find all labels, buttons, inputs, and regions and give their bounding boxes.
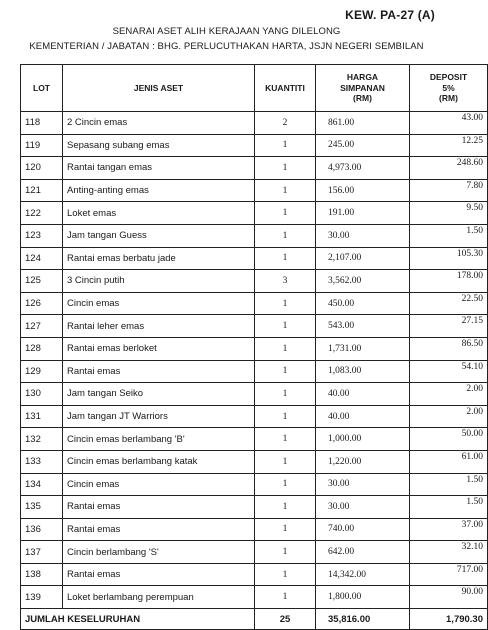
cell-quantity: 1 [255, 292, 316, 315]
cell-deposit: 7.80 [410, 179, 488, 202]
cell-asset-name: Rantai leher emas [63, 315, 255, 338]
cell-lot: 130 [21, 383, 63, 406]
cell-lot: 128 [21, 337, 63, 360]
cell-reserve-price: 40.00 [316, 405, 410, 428]
table-row [21, 586, 488, 609]
cell-deposit: 86.50 [410, 337, 488, 360]
header-name: JENIS ASET [63, 65, 255, 112]
cell-asset-name: Jam tangan JT Warriors [63, 405, 255, 428]
cell-deposit: 50.00 [410, 428, 488, 451]
cell-reserve-price: 3,562.00 [316, 270, 410, 293]
cell-asset-name: Jam tangan Seiko [63, 383, 255, 406]
cell-asset-name: Rantai emas berbatu jade [63, 247, 255, 270]
cell-quantity: 1 [255, 202, 316, 225]
cell-asset-name: Rantai emas [63, 496, 255, 519]
header-lot: LOT [21, 65, 63, 112]
cell-deposit: 1.50 [410, 496, 488, 519]
cell-lot: 120 [21, 157, 63, 180]
cell-deposit: 12.25 [410, 134, 488, 157]
table-row [21, 134, 488, 157]
table-row [21, 292, 488, 315]
cell-asset-name: Rantai emas [63, 360, 255, 383]
table-row [21, 315, 488, 338]
table-row [21, 360, 488, 383]
cell-quantity: 1 [255, 247, 316, 270]
cell-lot: 127 [21, 315, 63, 338]
cell-quantity: 1 [255, 224, 316, 247]
cell-deposit: 22.50 [410, 292, 488, 315]
cell-quantity: 1 [255, 428, 316, 451]
cell-deposit: 9.50 [410, 202, 488, 225]
header-deposit-line2: 5% [442, 82, 455, 93]
table-row [21, 112, 488, 135]
cell-asset-name: Sepasang subang emas [63, 134, 255, 157]
cell-quantity: 1 [255, 383, 316, 406]
cell-quantity: 1 [255, 134, 316, 157]
cell-asset-name: Loket emas [63, 202, 255, 225]
cell-deposit: 178.00 [410, 270, 488, 293]
cell-reserve-price: 30.00 [316, 496, 410, 519]
table-row [21, 473, 488, 496]
cell-asset-name: Rantai emas berloket [63, 337, 255, 360]
table-row [21, 496, 488, 519]
cell-quantity: 1 [255, 563, 316, 586]
table-row [21, 405, 488, 428]
cell-lot: 133 [21, 450, 63, 473]
form-code: KEW. PA-27 (A) [345, 8, 435, 22]
header-deposit-line3: (RM) [439, 93, 458, 104]
document-subtitle: KEMENTERIAN / JABATAN : BHG. PERLUCUTHAKAN HARTA, JSJN NEGERI SEMBILAN [29, 41, 424, 52]
cell-lot: 134 [21, 473, 63, 496]
cell-asset-name: Cincin emas berlambang katak [63, 450, 255, 473]
header-price [316, 65, 410, 112]
cell-lot: 119 [21, 134, 63, 157]
cell-lot: 122 [21, 202, 63, 225]
header-price-line2: SIMPANAN [340, 82, 385, 93]
header-qty: KUANTITI [255, 65, 316, 112]
cell-lot: 135 [21, 496, 63, 519]
table-row [21, 428, 488, 451]
cell-quantity: 1 [255, 586, 316, 609]
cell-reserve-price: 40.00 [316, 383, 410, 406]
table-body [21, 112, 488, 609]
cell-reserve-price: 1,800.00 [316, 586, 410, 609]
cell-quantity: 1 [255, 541, 316, 564]
cell-asset-name: Rantai emas [63, 518, 255, 541]
cell-deposit: 27.15 [410, 315, 488, 338]
cell-reserve-price: 1,083.00 [316, 360, 410, 383]
cell-asset-name: Rantai tangan emas [63, 157, 255, 180]
cell-deposit: 1.50 [410, 473, 488, 496]
cell-reserve-price: 156.00 [316, 179, 410, 202]
cell-reserve-price: 245.00 [316, 134, 410, 157]
cell-lot: 139 [21, 586, 63, 609]
table-row [21, 224, 488, 247]
cell-lot: 129 [21, 360, 63, 383]
cell-lot: 121 [21, 179, 63, 202]
cell-asset-name: Rantai emas [63, 563, 255, 586]
cell-deposit: 43.00 [410, 112, 488, 135]
cell-reserve-price: 543.00 [316, 315, 410, 338]
cell-quantity: 1 [255, 360, 316, 383]
cell-asset-name: Cincin emas [63, 292, 255, 315]
cell-lot: 123 [21, 224, 63, 247]
cell-deposit: 90.00 [410, 586, 488, 609]
cell-lot: 131 [21, 405, 63, 428]
cell-quantity: 1 [255, 473, 316, 496]
header-deposit-line1: DEPOSIT [429, 72, 468, 83]
cell-reserve-price: 30.00 [316, 224, 410, 247]
table-row [21, 179, 488, 202]
table-row [21, 247, 488, 270]
table-row [21, 202, 488, 225]
cell-reserve-price: 191.00 [316, 202, 410, 225]
cell-reserve-price: 4,973.00 [316, 157, 410, 180]
cell-asset-name: Cincin emas [63, 473, 255, 496]
cell-lot: 137 [21, 541, 63, 564]
header-price-line3: (RM) [353, 93, 372, 104]
cell-quantity: 3 [255, 270, 316, 293]
cell-deposit: 2.00 [410, 383, 488, 406]
cell-deposit: 54.10 [410, 360, 488, 383]
table-row [21, 337, 488, 360]
total-label: JUMLAH KESELURUHAN [21, 609, 255, 630]
table-row [21, 541, 488, 564]
cell-deposit: 248.60 [410, 157, 488, 180]
asset-table [20, 64, 488, 630]
cell-reserve-price: 1,000.00 [316, 428, 410, 451]
total-qty: 25 [255, 609, 316, 630]
cell-asset-name: Jam tangan Guess [63, 224, 255, 247]
cell-lot: 125 [21, 270, 63, 293]
table-row [21, 270, 488, 293]
cell-quantity: 1 [255, 450, 316, 473]
cell-reserve-price: 1,220.00 [316, 450, 410, 473]
cell-quantity: 1 [255, 179, 316, 202]
cell-asset-name: 3 Cincin putih [63, 270, 255, 293]
cell-deposit: 37.00 [410, 518, 488, 541]
cell-quantity: 1 [255, 315, 316, 338]
table-row [21, 518, 488, 541]
cell-asset-name: Cincin emas berlambang 'B' [63, 428, 255, 451]
cell-reserve-price: 642.00 [316, 541, 410, 564]
cell-quantity: 1 [255, 337, 316, 360]
cell-reserve-price: 740.00 [316, 518, 410, 541]
header-price-line1: HARGA [346, 72, 379, 83]
cell-reserve-price: 1,731.00 [316, 337, 410, 360]
total-price: 35,816.00 [316, 609, 410, 630]
table-row [21, 157, 488, 180]
cell-quantity: 1 [255, 518, 316, 541]
cell-asset-name: Anting-anting emas [63, 179, 255, 202]
cell-reserve-price: 14,342.00 [316, 563, 410, 586]
cell-quantity: 2 [255, 112, 316, 135]
document-title: SENARAI ASET ALIH KERAJAAN YANG DILELONG [112, 26, 341, 37]
cell-deposit: 105.30 [410, 247, 488, 270]
cell-asset-name: Loket berlambang perempuan [63, 586, 255, 609]
table-row [21, 383, 488, 406]
cell-asset-name: Cincin berlambang 'S' [63, 541, 255, 564]
total-deposit: 1,790.30 [410, 609, 488, 630]
cell-asset-name: 2 Cincin emas [63, 112, 255, 135]
cell-deposit: 1.50 [410, 224, 488, 247]
total-row [21, 609, 488, 630]
cell-lot: 118 [21, 112, 63, 135]
cell-reserve-price: 30.00 [316, 473, 410, 496]
cell-deposit: 717.00 [410, 563, 488, 586]
cell-deposit: 32.10 [410, 541, 488, 564]
table-row [21, 563, 488, 586]
cell-lot: 126 [21, 292, 63, 315]
table-row [21, 450, 488, 473]
cell-lot: 124 [21, 247, 63, 270]
cell-lot: 132 [21, 428, 63, 451]
cell-reserve-price: 861.00 [316, 112, 410, 135]
cell-quantity: 1 [255, 496, 316, 519]
header-deposit [410, 65, 488, 112]
header-row [21, 65, 488, 112]
cell-lot: 138 [21, 563, 63, 586]
cell-deposit: 61.00 [410, 450, 488, 473]
cell-lot: 136 [21, 518, 63, 541]
cell-reserve-price: 2,107.00 [316, 247, 410, 270]
cell-quantity: 1 [255, 157, 316, 180]
table-footer [21, 609, 488, 630]
cell-reserve-price: 450.00 [316, 292, 410, 315]
cell-deposit: 2.00 [410, 405, 488, 428]
cell-quantity: 1 [255, 405, 316, 428]
table-header [21, 65, 488, 112]
